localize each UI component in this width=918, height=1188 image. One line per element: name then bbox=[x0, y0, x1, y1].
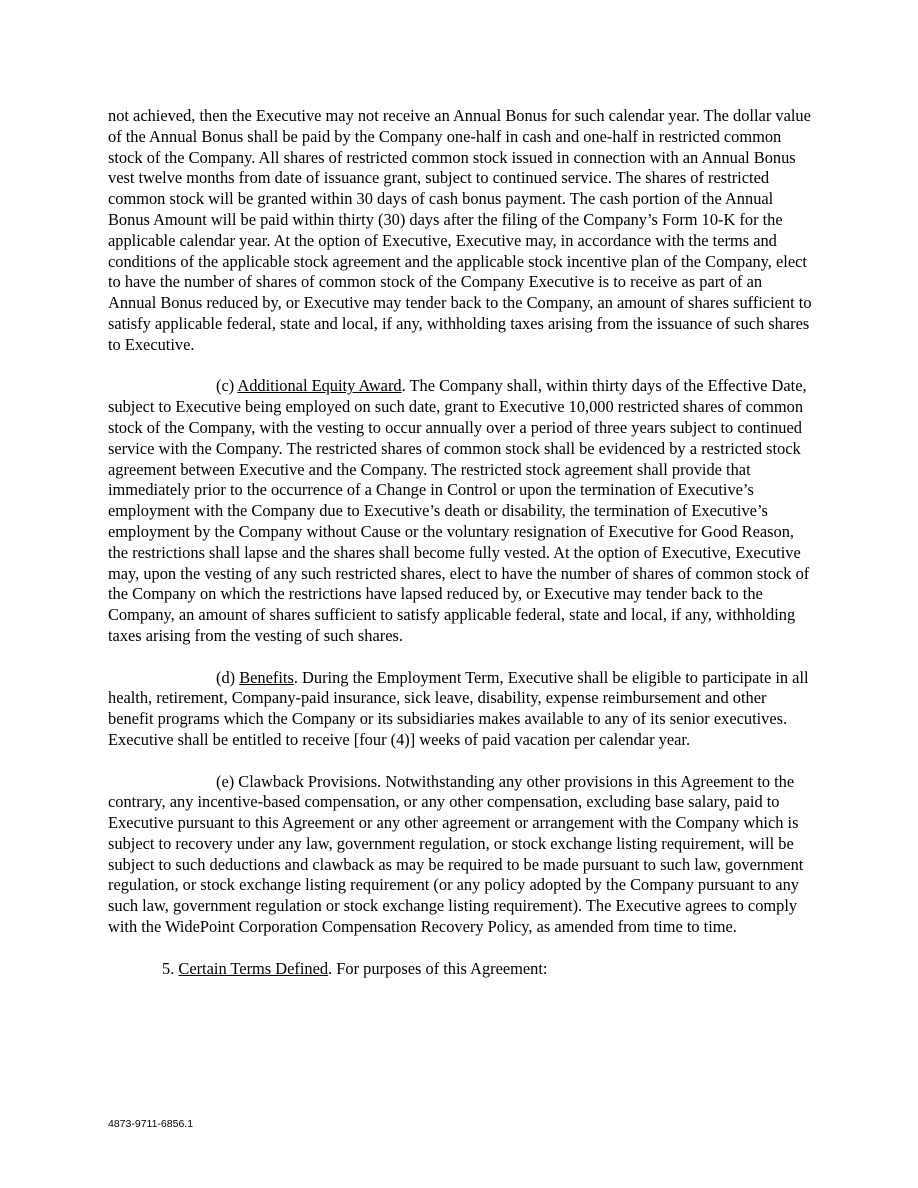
paragraph-e-clawback-provisions: (e) Clawback Provisions. Notwithstanding any other provisions in this Agreement to the contrary, any incentive-based compensation, or any other compensation, excluding base salary, paid to Executive pursuant to this Agreement or any other agreement or arrangement with the Company which is subject to recovery under any law, government regulation, or stock exchange listing requirement, will be subject to such deductions and clawback as may be required to be made pursuant to such law, government regulation, or stock exchange listing requirement (or any policy adopted by the Company pursuant to any such law, government regulation or stock exchange listing requirement). The Executive agrees to comply with the WidePoint Corporation Compensation Recovery Policy, as amended from time to time. bbox=[108, 771, 804, 937]
paragraph-d-text: . During the Employment Term, Executive shall be eligible to participate in all health, retirement, Company-paid insurance, sick leave, disability, expense reimbursement and other benefit programs which the Company or its subsidiaries makes available to any of its senior executives. Executive shall be entitled to receive [four (4)] weeks of paid vacation per calendar year. bbox=[108, 667, 809, 749]
paragraph-c-heading: Additional Equity Award bbox=[237, 376, 402, 396]
paragraph-c-additional-equity-award bbox=[108, 376, 812, 646]
paragraph-c-label: (c) bbox=[216, 376, 238, 396]
paragraph-d-heading: Benefits bbox=[239, 667, 294, 687]
paragraph-d-label: (d) bbox=[216, 667, 240, 687]
section-5-heading: Certain Terms Defined bbox=[178, 958, 329, 978]
paragraph-b-continued: not achieved, then the Executive may not receive an Annual Bonus for such calendar year. The dollar value of the Annual Bonus shall be paid by the Company one-half in cash and one-half in restricted common stock of the Company. All shares of restricted common stock issued in connection with an Annual Bonus vest twelve months from date of issuance grant, subject to continued service. The shares of restricted common stock will be granted within 30 days of cash bonus payment. The cash portion of the Annual Bonus Amount will be paid within thirty (30) days after the filing of the Company’s Form 10-K for the applicable calendar year. At the option of Executive, Executive may, in accordance with the terms and conditions of the applicable stock agreement and the applicable stock incentive plan of the Company, elect to have the number of shares of common stock of the Company Executive is to receive as part of an Annual Bonus reduced by, or Executive may tender back to the Company, an amount of shares sufficient to satisfy applicable federal, state and local, if any, withholding taxes arising from the issuance of such shares to Executive. bbox=[108, 106, 812, 354]
document-footer-id: 4873-9711-6856.1 bbox=[108, 1118, 194, 1130]
section-5-text: . For purposes of this Agreement: bbox=[328, 958, 548, 978]
document-page bbox=[108, 106, 812, 979]
section-5-label: 5. bbox=[162, 958, 179, 978]
section-5-certain-terms-defined bbox=[108, 959, 812, 980]
paragraph-c-text: . The Company shall, within thirty days of the Effective Date, subject to Executive being employed on such date, grant to Executive 10,000 restricted shares of common stock of the Company, with the vesting to occur annually over a period of three years subject to continued service with the Company. The restricted shares of common stock shall be evidenced by a restricted stock agreement between Executive and the Company. The restricted stock agreement shall provide that immediately prior to the occurrence of a Change in Control or upon the termination of Executive’s employment with the Company due to Executive’s death or disability, the termination of Executive’s employment by the Company without Cause or the voluntary resignation of Executive for Good Reason, the restrictions shall lapse and the shares shall become fully vested. At the option of Executive, Executive may, upon the vesting of any such restricted shares, elect to have the number of shares of common stock of the Company on which the restrictions have lapsed reduced by, or Executive may tender back to the Company, an amount of shares sufficient to satisfy applicable federal, state and local, if any, withholding taxes arising from the vesting of such shares. bbox=[108, 376, 810, 645]
paragraph-d-benefits bbox=[108, 668, 812, 751]
